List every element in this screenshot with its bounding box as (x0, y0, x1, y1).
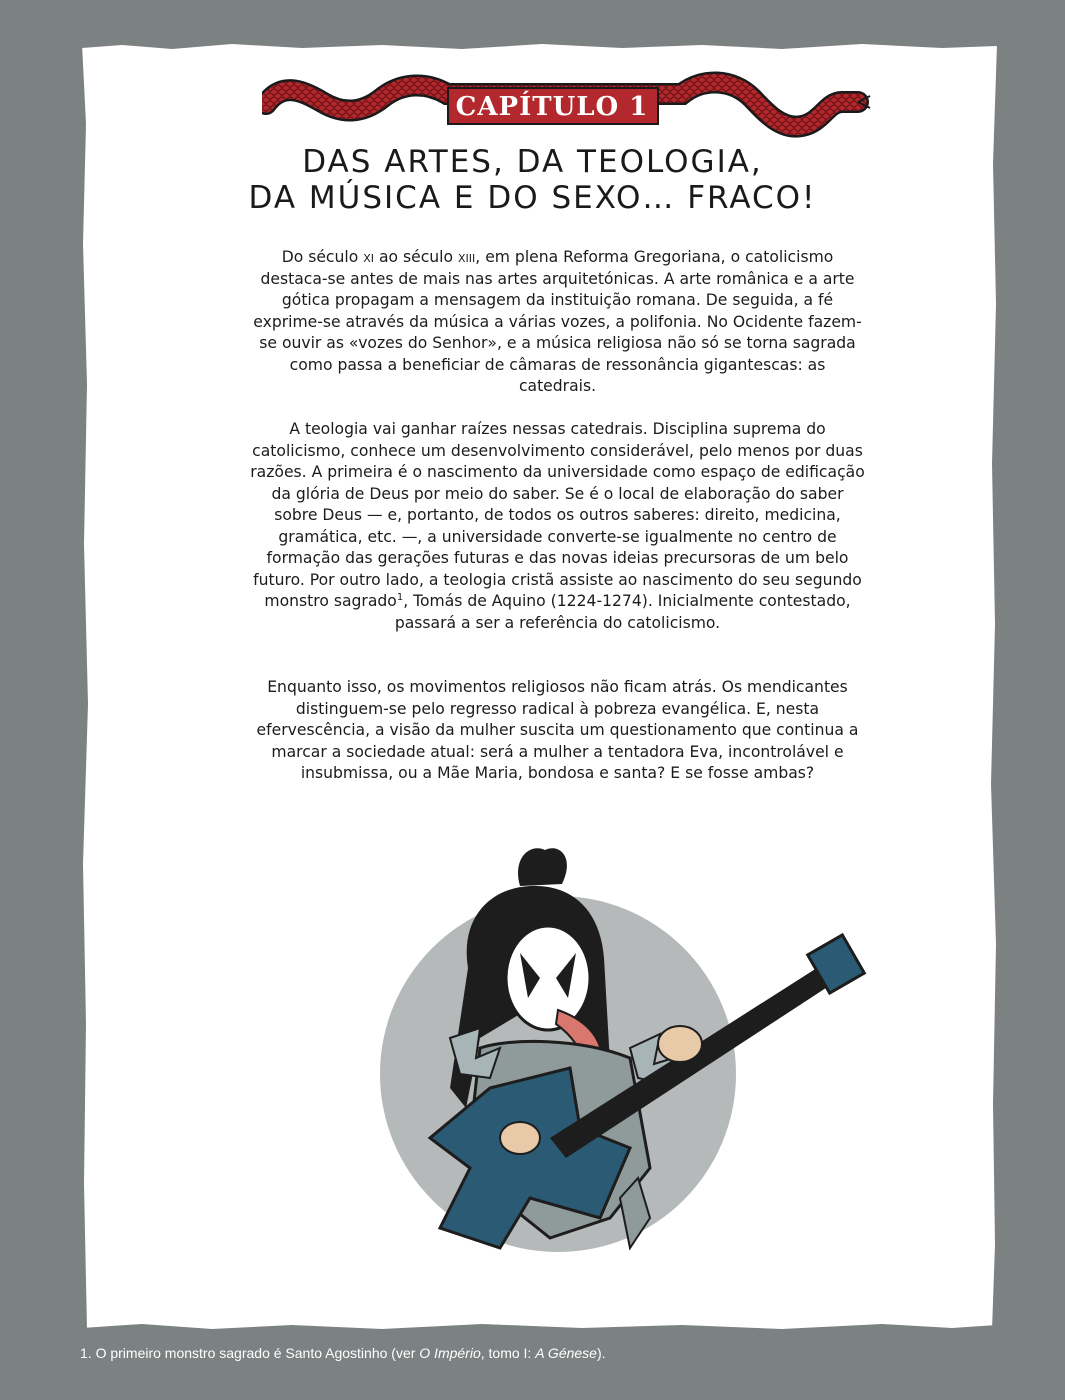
chapter-title (200, 144, 865, 216)
footnote (80, 1345, 980, 1361)
footnote-text-c: , tomo I: (480, 1345, 536, 1361)
p1-text-a: Do século (281, 248, 364, 266)
rocker-illustration (380, 838, 880, 1258)
p1-text-c: ao século (373, 248, 458, 266)
hand-right (500, 1122, 540, 1154)
hand-left (658, 1026, 702, 1062)
p1-century-xi: xi (363, 248, 374, 266)
paragraph-2 (250, 419, 865, 634)
chapter-title-line-2: DA MÚSICA E DO SEXO… FRACO! (248, 180, 817, 216)
chapter-title-line-1: DAS ARTES, DA TEOLOGIA, (302, 144, 763, 180)
face (506, 926, 590, 1030)
footnote-text-a: 1. O primeiro monstro sagrado é Santo Agostinho (ver (80, 1345, 420, 1361)
p1-text-e: , em plena Reforma Gregoriana, o catolicismo destaca-se antes de mais nas artes arquitetónicas. A arte românica e a arte gótica propagam a mensagem da instituição romana. De seguida, a fé exprime-se através da música a várias vozes, a polifonia. No Ocidente fazem-se ouvir as «vozes do Senhor», e a música religiosa não só se torna sagrada como passa a beneficiar de câmaras de ressonância gigantescas: as catedrais. (253, 248, 862, 395)
footnote-text-e: ). (596, 1345, 606, 1361)
footnote-title-imperio: O Império (419, 1345, 481, 1361)
p2-text-b: , Tomás de Aquino (1224-1274). Inicialmente contestado, passará a ser a referência do catolicismo. (394, 592, 851, 632)
paragraph-1 (250, 247, 865, 398)
footnote-ref[interactable]: 1 (396, 591, 404, 603)
p1-century-xiii: xiii (458, 248, 476, 266)
paragraph-3: Enquanto isso, os movimentos religiosos não ficam atrás. Os mendicantes distinguem-se pelo regresso radical à pobreza evangélica. E, nesta efervescência, a visão da mulher suscita um questionamento que continua a marcar a sociedade atual: será a mulher a tentadora Eva, incontrolável e insubmissa, ou a Mãe Maria, bondosa e santa? E se fosse ambas? (256, 678, 859, 782)
footnote-title-genese: A Génese (535, 1345, 597, 1361)
chapter-label: CAPÍTULO 1 (455, 92, 649, 122)
p2-text-a: A teologia vai ganhar raízes nessas catedrais. Disciplina suprema do catolicismo, conhece um desenvolvimento considerável, pelo menos por duas razões. A primeira é o nascimento da universidade como espaço de edificação da glória de Deus por meio do saber. Se é o local de elaboração do saber sobre Deus — e, portanto, de todos os outros saberes: direito, medicina, gramática, etc. —, a universidade converte-se igualmente no centro de formação das gerações futuras e das novas ideias precursoras de um belo futuro. Por outro lado, a teologia cristã assiste ao nascimento do seu segundo monstro sagrado (250, 420, 865, 610)
